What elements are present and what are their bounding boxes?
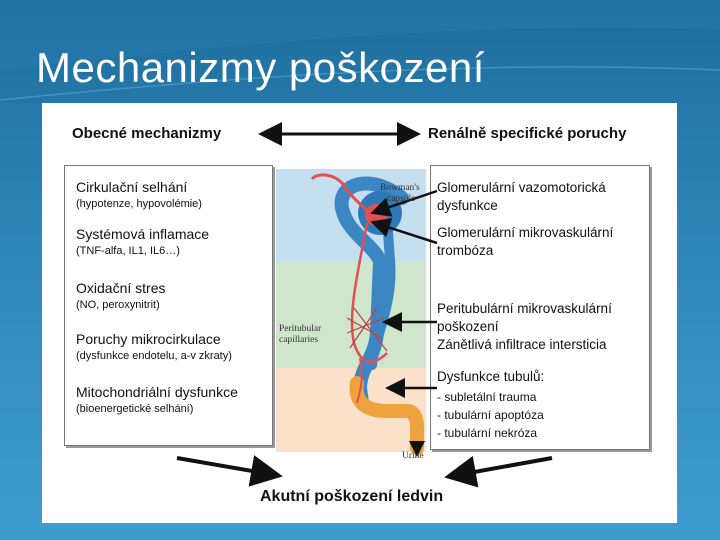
bowman-label-line2: capsule xyxy=(387,194,416,204)
nephron-and-arrows-svg xyxy=(42,103,677,523)
arrow-right-to-aki xyxy=(452,458,552,476)
left-item-label: Cirkulační selhání xyxy=(76,179,188,195)
left-item-label: Oxidační stres xyxy=(76,280,166,296)
right-item-line: Zánětlivá infiltrace intersticia xyxy=(437,337,607,352)
left-item-label: Poruchy mikrocirkulace xyxy=(76,331,221,347)
header-general-mechanisms: Obecné mechanizmy xyxy=(72,125,222,142)
right-item-line: poškození xyxy=(437,319,499,334)
right-item-line: trombóza xyxy=(437,243,494,258)
aki-label: Akutní poškození ledvin xyxy=(260,488,444,505)
header-renal-specific: Renálně specifické poruchy xyxy=(428,125,627,142)
peritubular-label-line1: Peritubular xyxy=(279,324,322,334)
diagram-figure xyxy=(42,103,677,523)
right-item-subline: - tubulární nekróza xyxy=(437,426,538,440)
bowman-label-line1: Bowman's xyxy=(380,183,420,193)
peritubular-label-line2: capillaries xyxy=(279,335,319,345)
right-item-line: Dysfunkce tubulů: xyxy=(437,369,545,384)
arrow-left-to-aki xyxy=(177,458,275,475)
slide-title: Mechanizmy poškození xyxy=(36,44,485,91)
left-item-sub: (bioenergetické selhání) xyxy=(76,403,194,415)
left-item-label: Mitochondriální dysfunkce xyxy=(76,384,238,400)
right-item-line: Glomerulární mikrovaskulární xyxy=(437,225,614,240)
right-item-line: Peritubulární mikrovaskulární xyxy=(437,301,612,316)
left-item-label: Systémová inflamace xyxy=(76,226,210,242)
left-item-sub: (dysfunkce endotelu, a-v zkraty) xyxy=(76,350,232,362)
right-item-subline: - tubulární apoptóza xyxy=(437,408,544,422)
left-item-sub: (TNF-alfa, IL1, IL6…) xyxy=(76,245,180,257)
left-item-sub: (hypotenze, hypovolémie) xyxy=(76,198,202,210)
right-item-subline: - subletální trauma xyxy=(437,390,537,404)
right-item-line: dysfunkce xyxy=(437,198,498,213)
left-item-sub: (NO, peroxynitrit) xyxy=(76,299,160,311)
right-item-line: Glomerulární vazomotorická xyxy=(437,180,606,195)
urine-label: Urine xyxy=(402,451,424,461)
